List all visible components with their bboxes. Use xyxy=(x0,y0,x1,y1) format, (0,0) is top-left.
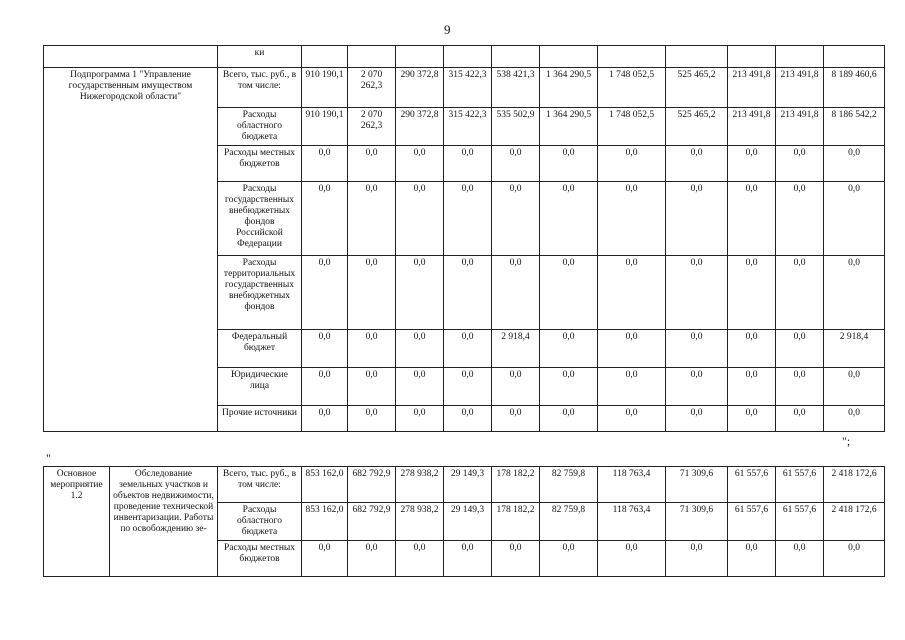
value-cell: 910 190,1 xyxy=(302,68,348,108)
value-cell: 0,0 xyxy=(396,406,444,432)
value-cell: 61 557,6 xyxy=(728,503,776,541)
value-cell: 0,0 xyxy=(444,256,492,330)
table-header-row xyxy=(44,46,885,68)
value-cell: 82 759,8 xyxy=(540,467,598,503)
value-cell: 213 491,8 xyxy=(728,108,776,146)
measure-description: Обследование земельных участков и объектов недвижимости, проведение технической инвентаризации. Работы по освобождению зе- xyxy=(110,467,218,577)
value-cell: 0,0 xyxy=(348,256,396,330)
value-cell: 2 070 262,3 xyxy=(348,68,396,108)
value-cell xyxy=(540,46,598,68)
value-cell: 910 190,1 xyxy=(302,108,348,146)
value-cell: 315 422,3 xyxy=(444,108,492,146)
value-cell: 0,0 xyxy=(348,406,396,432)
value-cell: 0,0 xyxy=(728,541,776,577)
value-cell: 0,0 xyxy=(598,256,666,330)
table-row xyxy=(44,68,885,108)
measure-label: Основное мероприятие 1.2 xyxy=(44,467,110,577)
program-title: Подпрограмма 1 "Управление государственным имуществом Нижегородской области" xyxy=(44,68,218,432)
value-cell xyxy=(444,46,492,68)
value-cell: 0,0 xyxy=(540,330,598,368)
source-label: Расходы местных бюджетов xyxy=(218,541,302,577)
source-label: Расходы местных бюджетов xyxy=(218,146,302,182)
value-cell xyxy=(348,46,396,68)
value-cell: 0,0 xyxy=(302,256,348,330)
value-cell xyxy=(666,46,728,68)
value-cell: 178 182,2 xyxy=(492,467,540,503)
value-cell: 290 372,8 xyxy=(396,108,444,146)
value-cell: 0,0 xyxy=(598,330,666,368)
value-cell: 0,0 xyxy=(540,256,598,330)
value-cell: 0,0 xyxy=(776,406,824,432)
value-cell: 0,0 xyxy=(824,368,885,406)
value-cell xyxy=(776,46,824,68)
opening-quote: " xyxy=(46,451,51,465)
value-cell: 0,0 xyxy=(540,541,598,577)
value-cell xyxy=(302,46,348,68)
value-cell: 1 364 290,5 xyxy=(540,68,598,108)
value-cell: 0,0 xyxy=(444,146,492,182)
value-cell: 8 186 542,2 xyxy=(824,108,885,146)
value-cell: 0,0 xyxy=(824,541,885,577)
value-cell: 0,0 xyxy=(348,182,396,256)
value-cell: 0,0 xyxy=(728,406,776,432)
value-cell: 0,0 xyxy=(666,256,728,330)
value-cell: 0,0 xyxy=(302,182,348,256)
value-cell: 0,0 xyxy=(824,256,885,330)
value-cell: 0,0 xyxy=(776,182,824,256)
value-cell: 29 149,3 xyxy=(444,503,492,541)
value-cell: 0,0 xyxy=(666,406,728,432)
value-cell: 0,0 xyxy=(492,146,540,182)
value-cell: 2 418 172,6 xyxy=(824,503,885,541)
value-cell: 61 557,6 xyxy=(776,467,824,503)
source-label: Расходы территориальных государственных внебюджетных фондов xyxy=(218,256,302,330)
value-cell: 0,0 xyxy=(302,330,348,368)
value-cell: 0,0 xyxy=(666,330,728,368)
value-cell: 0,0 xyxy=(776,256,824,330)
value-cell: 0,0 xyxy=(728,368,776,406)
value-cell: 0,0 xyxy=(492,256,540,330)
value-cell: 315 422,3 xyxy=(444,68,492,108)
value-cell: 0,0 xyxy=(824,406,885,432)
value-cell: 0,0 xyxy=(302,146,348,182)
value-cell: 1 364 290,5 xyxy=(540,108,598,146)
value-cell: 2 418 172,6 xyxy=(824,467,885,503)
value-cell: 0,0 xyxy=(824,146,885,182)
value-cell: 1 748 052,5 xyxy=(598,108,666,146)
value-cell: 0,0 xyxy=(776,541,824,577)
value-cell: 538 421,3 xyxy=(492,68,540,108)
value-cell: 82 759,8 xyxy=(540,503,598,541)
source-cell: ки xyxy=(218,46,302,68)
value-cell xyxy=(396,46,444,68)
measure-table xyxy=(43,466,885,577)
value-cell: 0,0 xyxy=(348,146,396,182)
value-cell: 0,0 xyxy=(666,146,728,182)
value-cell: 525 465,2 xyxy=(666,108,728,146)
value-cell: 0,0 xyxy=(396,541,444,577)
value-cell: 2 918,4 xyxy=(492,330,540,368)
value-cell: 2 070 262,3 xyxy=(348,108,396,146)
value-cell: 0,0 xyxy=(492,368,540,406)
source-label: Расходы областного бюджета xyxy=(218,503,302,541)
value-cell: 535 502,9 xyxy=(492,108,540,146)
value-cell: 0,0 xyxy=(824,182,885,256)
value-cell: 0,0 xyxy=(666,368,728,406)
value-cell: 278 938,2 xyxy=(396,467,444,503)
value-cell: 118 763,4 xyxy=(598,503,666,541)
value-cell: 0,0 xyxy=(598,368,666,406)
value-cell: 0,0 xyxy=(444,330,492,368)
value-cell: 0,0 xyxy=(598,182,666,256)
value-cell: 0,0 xyxy=(302,406,348,432)
value-cell: 0,0 xyxy=(444,541,492,577)
value-cell: 61 557,6 xyxy=(776,503,824,541)
value-cell: 0,0 xyxy=(540,146,598,182)
value-cell: 0,0 xyxy=(776,330,824,368)
value-cell: 0,0 xyxy=(348,368,396,406)
source-label: Федеральный бюджет xyxy=(218,330,302,368)
value-cell xyxy=(492,46,540,68)
value-cell: 118 763,4 xyxy=(598,467,666,503)
value-cell: 0,0 xyxy=(396,182,444,256)
value-cell: 0,0 xyxy=(492,541,540,577)
value-cell: 853 162,0 xyxy=(302,467,348,503)
value-cell: 0,0 xyxy=(396,368,444,406)
program-column-cell xyxy=(44,46,218,68)
value-cell: 71 309,6 xyxy=(666,503,728,541)
value-cell: 0,0 xyxy=(598,541,666,577)
source-label: Всего, тыс. руб., в том числе: xyxy=(218,68,302,108)
value-cell xyxy=(598,46,666,68)
closing-quote: "; xyxy=(842,434,851,448)
value-cell: 0,0 xyxy=(302,541,348,577)
value-cell: 682 792,9 xyxy=(348,503,396,541)
value-cell: 0,0 xyxy=(302,368,348,406)
value-cell: 0,0 xyxy=(540,406,598,432)
value-cell: 61 557,6 xyxy=(728,467,776,503)
source-label: Расходы областного бюджета xyxy=(218,108,302,146)
value-cell: 0,0 xyxy=(728,256,776,330)
value-cell: 0,0 xyxy=(598,406,666,432)
value-cell: 0,0 xyxy=(540,368,598,406)
value-cell: 0,0 xyxy=(444,406,492,432)
subprogram-table xyxy=(43,45,885,432)
value-cell: 0,0 xyxy=(666,182,728,256)
table-row xyxy=(44,467,885,503)
value-cell xyxy=(824,46,885,68)
value-cell: 8 189 460,6 xyxy=(824,68,885,108)
value-cell: 0,0 xyxy=(396,330,444,368)
value-cell: 29 149,3 xyxy=(444,467,492,503)
value-cell: 525 465,2 xyxy=(666,68,728,108)
value-cell: 290 372,8 xyxy=(396,68,444,108)
value-cell: 0,0 xyxy=(728,182,776,256)
value-cell: 0,0 xyxy=(444,182,492,256)
value-cell: 0,0 xyxy=(348,330,396,368)
value-cell: 0,0 xyxy=(776,368,824,406)
value-cell: 213 491,8 xyxy=(728,68,776,108)
value-cell: 0,0 xyxy=(666,541,728,577)
value-cell: 71 309,6 xyxy=(666,467,728,503)
value-cell: 0,0 xyxy=(540,182,598,256)
value-cell: 853 162,0 xyxy=(302,503,348,541)
value-cell: 1 748 052,5 xyxy=(598,68,666,108)
page-number: 9 xyxy=(444,22,451,37)
value-cell: 0,0 xyxy=(728,330,776,368)
source-label: Расходы государственных внебюджетных фондов Российской Федерации xyxy=(218,182,302,256)
value-cell: 0,0 xyxy=(396,256,444,330)
value-cell: 0,0 xyxy=(348,541,396,577)
source-label: Всего, тыс. руб., в том числе: xyxy=(218,467,302,503)
value-cell: 178 182,2 xyxy=(492,503,540,541)
value-cell: 0,0 xyxy=(396,146,444,182)
source-label: Прочие источники xyxy=(218,406,302,432)
value-cell: 0,0 xyxy=(728,146,776,182)
value-cell: 213 491,8 xyxy=(776,108,824,146)
value-cell xyxy=(728,46,776,68)
source-label: Юридические лица xyxy=(218,368,302,406)
value-cell: 0,0 xyxy=(492,406,540,432)
value-cell: 682 792,9 xyxy=(348,467,396,503)
value-cell: 213 491,8 xyxy=(776,68,824,108)
value-cell: 278 938,2 xyxy=(396,503,444,541)
value-cell: 0,0 xyxy=(776,146,824,182)
value-cell: 2 918,4 xyxy=(824,330,885,368)
value-cell: 0,0 xyxy=(492,182,540,256)
value-cell: 0,0 xyxy=(598,146,666,182)
value-cell: 0,0 xyxy=(444,368,492,406)
